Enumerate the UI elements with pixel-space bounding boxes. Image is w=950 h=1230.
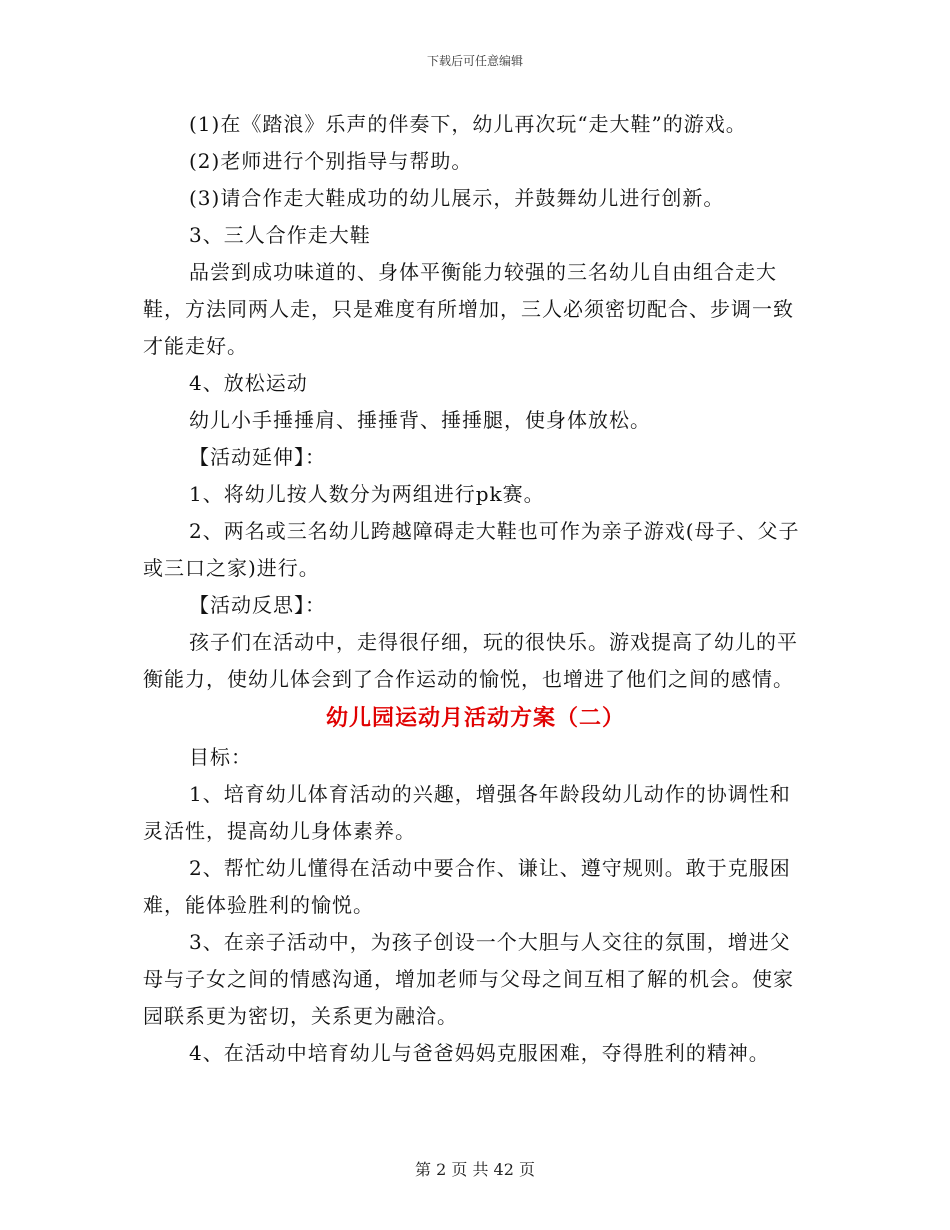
paragraph: 2、帮忙幼儿懂得在活动中要合作、谦让、遵守规则。敢于克服困难，能体验胜利的愉悦。 — [143, 856, 791, 917]
section-label: 【活动反思】： — [189, 593, 326, 617]
paragraph: 1、将幼儿按人数分为两组进行pk赛。 — [189, 482, 545, 506]
paragraph: (2)老师进行个别指导与帮助。 — [189, 149, 473, 173]
paragraph: 2、两名或三名幼儿跨越障碍走大鞋也可作为亲子游戏(母子、父子或三口之家)进行。 — [143, 519, 800, 580]
section-label: 【活动延伸】： — [189, 445, 326, 469]
paragraph: (1)在《踏浪》乐声的伴奏下，幼儿再次玩“走大鞋”的游戏。 — [189, 112, 747, 136]
paragraph: 孩子们在活动中，走得很仔细，玩的很快乐。游戏提高了幼儿的平衡能力，使幼儿体会到了合作运动的愉悦，也增进了他们之间的感情。 — [143, 630, 798, 691]
paragraph: 目标： — [189, 745, 252, 769]
section-title: 幼儿园运动月活动方案（二） — [325, 705, 625, 731]
paragraph: 品尝到成功味道的、身体平衡能力较强的三名幼儿自由组合走大鞋，方法同两人走，只是难度有所增加，三人必须密切配合、步调一致才能走好。 — [143, 260, 794, 358]
paragraph: (3)请合作走大鞋成功的幼儿展示，并鼓舞幼儿进行创新。 — [189, 186, 725, 210]
document-body — [143, 106, 808, 1072]
paragraph: 1、培育幼儿体育活动的兴趣，增强各年龄段幼儿动作的协调性和灵活性，提高幼儿身体素养。 — [143, 782, 791, 843]
subheading: 4、放松运动 — [189, 371, 308, 395]
page-header: 下载后可任意编辑 — [426, 54, 523, 68]
subheading: 3、三人合作走大鞋 — [189, 223, 371, 247]
page-footer: 第 2 页 共 42 页 — [415, 1160, 535, 1179]
paragraph: 4、在活动中培育幼儿与爸爸妈妈克服困难，夺得胜利的精神。 — [189, 1041, 770, 1065]
paragraph: 幼儿小手捶捶肩、捶捶背、捶捶腿，使身体放松。 — [189, 408, 651, 432]
paragraph: 3、在亲子活动中，为孩子创设一个大胆与人交往的氛围，增进父母与子女之间的情感沟通，增加老师与父母之间互相了解的机会。使家园联系更为密切，关系更为融洽。 — [143, 930, 794, 1028]
